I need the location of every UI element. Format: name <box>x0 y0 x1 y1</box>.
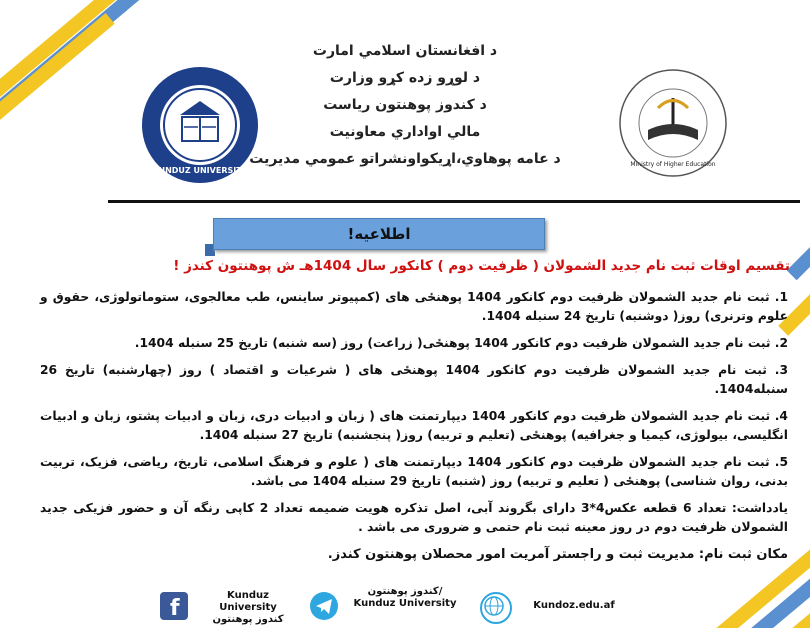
facebook-label-line: کندوز پوهنتون <box>212 614 284 625</box>
header-divider <box>108 200 800 203</box>
facebook-label[interactable] <box>198 590 298 626</box>
corner-stripe <box>787 214 810 280</box>
logo-right-text: Ministry of Higher Education <box>630 161 716 168</box>
header-line: د عامه پوهاوي،اړيکواونشراتو عمومي مديريت <box>249 151 561 167</box>
website-icon[interactable] <box>480 592 512 624</box>
header-line: د لوړو زده کړو وزارت <box>329 70 481 86</box>
facebook-icon[interactable] <box>160 592 188 620</box>
notice-items <box>40 288 788 572</box>
svg-text:f: f <box>170 596 180 620</box>
notice-item: 4. ثبت نام جديد الشمولان ظرفيت دوم کانکور 1404 ديپارتمنت های ( زبان و ادبيات دری، زبان و ادبيات پشتو، زبان و ادبيات انگليسی، بيولوژی، کيميا و جغرافيه) پوهنځی (تعليم و تربيه) روز( پنجشنبه) تاريخ 27 سنبله 1404. <box>40 409 788 442</box>
logo-left-text: KUNDUZ UNIVERSITY <box>152 166 248 175</box>
notice-banner: اطلاعيه! <box>213 218 545 250</box>
telegram-label-line: کندوز پوهنتون/ <box>367 586 443 597</box>
header-line: د کندوز پوهنتون رياست <box>323 97 487 113</box>
notice-subtitle: تقسيم اوقات ثبت نام جديد الشمولان ( ظرفيت دوم ) کانکور سال 1404هـ ش پوهنتون کندز ! <box>173 258 790 274</box>
registration-location: مکان ثبت نام: مديريت ثبت و راجستر آمريت امور محصلان پوهنتون کندز. <box>327 547 788 562</box>
telegram-label[interactable] <box>350 586 460 610</box>
notice-item: 1. ثبت نام جديد الشمولان ظرفيت دوم کانکور 1404 پوهنځی های (کمپيوتر ساينس، طب معالجوی، ستوماتولوژی، حقوق و علوم وترنری) روز( دوشنبه) تاريخ 24 سنبله 1404. <box>40 290 788 323</box>
notice-item: 3. ثبت نام جديد الشمولان ظرفيت دوم کانکور 1404 پوهنځی های ( شرعيات و اقتصاد ) روز (چهارشنبه) تاريخ 26 سنبله1404. <box>40 363 788 396</box>
footer <box>150 580 670 625</box>
notice-note: يادداشت: تعداد 6 قطعه عکس4*3 دارای بگروند آبی، اصل تذکره هويت ضميمه تعداد 2 کاپی رنگه آن و حضور فزيکی جديد الشمولان ظرفيت دوم در روز معينه ثبت نام حتمی و ضروری می باشد . <box>40 501 788 534</box>
website-link[interactable]: Kundoz.edu.af <box>533 600 615 611</box>
facebook-label-line: Kunduz University <box>219 590 277 613</box>
header-line: د افغانستان اسلامي امارت <box>312 43 498 59</box>
telegram-label-line: Kunduz University <box>353 598 457 609</box>
header-line: مالي اواداري معاونيت <box>329 124 481 140</box>
header <box>0 38 810 173</box>
telegram-icon[interactable] <box>310 592 338 620</box>
notice-item: 2. ثبت نام جديد الشمولان ظرفيت دوم کانکور 1404 پوهنځی( زراعت) روز (سه شنبه) تاريخ 25 سنبله 1404. <box>134 336 788 350</box>
notice-item: 5. ثبت نام جديد الشمولان ظرفيت دوم کانکور 1404 ديپارتمنت های ( علوم و فرهنگ اسلامی، تاريخ، رياضی، فزيک، تربيت بدنی، روان شناسی) پوهنځی ( تعليم و تربيه) روز (شنبه) تاريخ 29 سنبله 1404 می باشد. <box>40 455 788 488</box>
